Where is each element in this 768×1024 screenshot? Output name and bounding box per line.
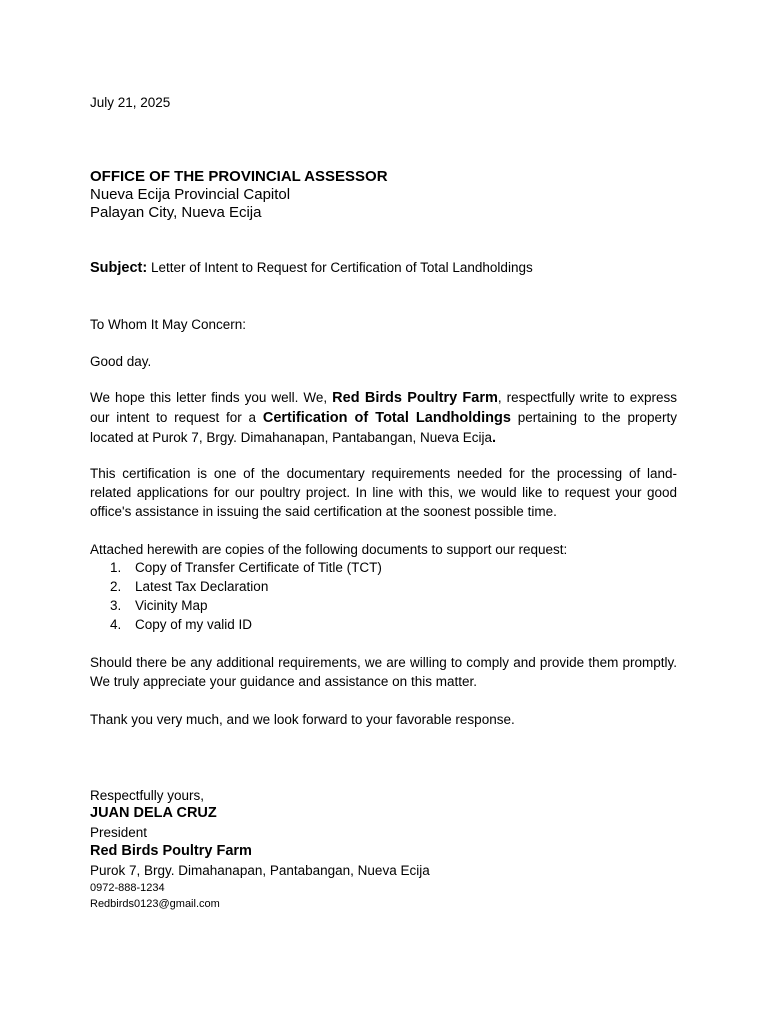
signer-organization: Red Birds Poultry Farm bbox=[90, 843, 252, 859]
list-item-number: 4. bbox=[110, 617, 122, 632]
closing-phrase: Respectfully yours, bbox=[90, 788, 205, 803]
list-item-text: Latest Tax Declaration bbox=[135, 579, 269, 594]
paragraph-additional-requirements: Should there be any additional requirements, we are willing to comply and provide them promptly. We truly appreciate your guidance and assistance on this matter. bbox=[90, 655, 677, 689]
subject-label: Subject: bbox=[90, 260, 148, 276]
list-item bbox=[110, 577, 382, 596]
attachments-intro: Attached herewith are copies of the following documents to support our request: bbox=[90, 542, 568, 557]
signer-name: JUAN DELA CRUZ bbox=[90, 805, 217, 821]
subject-text: Letter of Intent to Request for Certification of Total Landholdings bbox=[150, 260, 533, 275]
farm-name-emphasis: Red Birds Poultry Farm bbox=[332, 390, 498, 406]
paragraph-intent-part-1: We hope this letter finds you well. We, bbox=[90, 390, 333, 405]
list-item bbox=[110, 558, 382, 577]
paragraph-thanks: Thank you very much, and we look forward to your favorable response. bbox=[90, 712, 515, 727]
recipient-office: OFFICE OF THE PROVINCIAL ASSESSOR bbox=[90, 168, 388, 185]
paragraph-intent-part-3: pertaining to the property located at Purok 7, Brgy. Dimahanapan, Pantabangan, Nueva Ecija bbox=[90, 410, 677, 445]
list-item-text: Copy of my valid ID bbox=[135, 617, 253, 632]
subject-line bbox=[90, 258, 677, 278]
paragraph-intent bbox=[90, 388, 677, 448]
signer-phone: 0972-888-1234 bbox=[90, 882, 165, 894]
list-item-number: 2. bbox=[110, 579, 122, 594]
attachments-list bbox=[110, 558, 382, 634]
paragraph-intent-part-2: , respectfully write to express our intent to request for a bbox=[90, 390, 677, 425]
signer-address: Purok 7, Brgy. Dimahanapan, Pantabangan, Nueva Ecija bbox=[90, 863, 430, 878]
recipient-address-line-2: Palayan City, Nueva Ecija bbox=[90, 204, 262, 221]
recipient-address-line-1: Nueva Ecija Provincial Capitol bbox=[90, 186, 291, 203]
recipient-block bbox=[90, 168, 677, 222]
letter-date: July 21, 2025 bbox=[90, 95, 171, 110]
list-item-number: 1. bbox=[110, 560, 122, 575]
list-item-text: Copy of Transfer Certificate of Title (TCT) bbox=[135, 560, 382, 575]
list-item-text: Vicinity Map bbox=[135, 598, 208, 613]
list-item bbox=[110, 596, 382, 615]
paragraph-intent-period: . bbox=[492, 430, 497, 446]
list-item bbox=[110, 615, 382, 634]
paragraph-purpose: This certification is one of the documentary requirements needed for the processing of land-related applications for our poultry project. In line with this, we would like to request your good office's assistance in issuing the said certification at the soonest possible time. bbox=[90, 466, 677, 519]
certification-name-emphasis: Certification of Total Landholdings bbox=[262, 410, 511, 426]
signer-title: President bbox=[90, 825, 148, 840]
greeting: Good day. bbox=[90, 354, 152, 369]
salutation: To Whom It May Concern: bbox=[90, 317, 247, 332]
signer-email: Redbirds0123@gmail.com bbox=[90, 898, 220, 910]
list-item-number: 3. bbox=[110, 598, 122, 613]
